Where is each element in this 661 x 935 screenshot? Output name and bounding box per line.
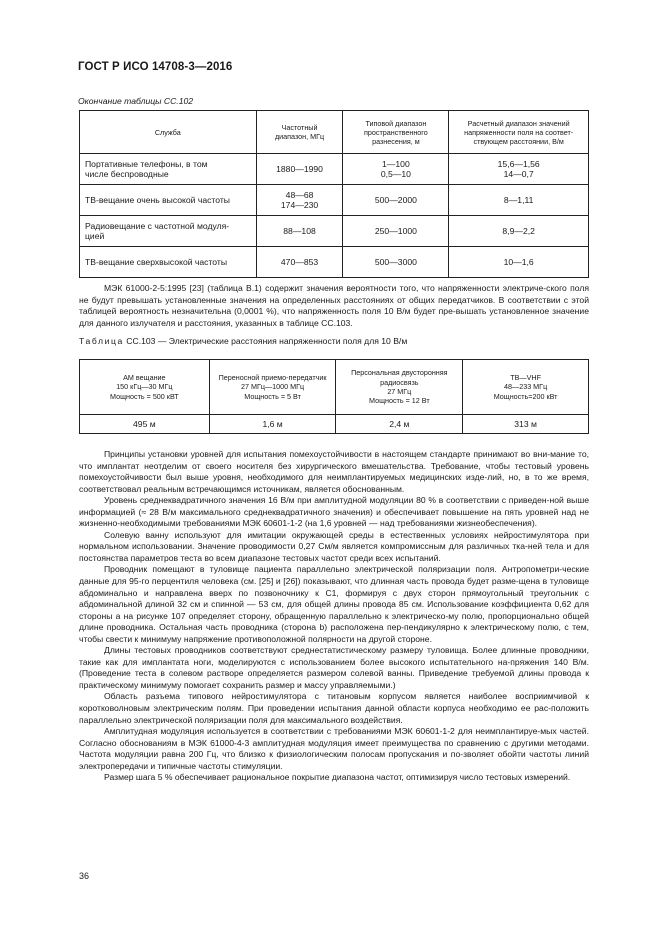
body-paragraph: Принципы установки уровней для испытания помехоустойчивости в настоящем стандарте принимают во вни-мание то, что имплантат неотделим от своего носителя без хирургического вмешательства. Требование, чтобы тестовый уровень помехоустойчивости был выше уровня, необходимого для неимплантируемых медицинских изде-лий, но, в то же время, соответствовал реальным встречающимся источникам, является обоснованным. [79,449,589,494]
table1-cell: 8—1,11 [449,185,589,216]
table1-cell: Радиовещание с частотной модуля-цией [80,216,257,247]
body-paragraph: Амплитудная модуляция используется в соответствии с требованиями МЭК 60601-1-2 для неимплантируе-мых частей. Согласно обоснованиям в МЭК 61000-4-3 амплитудная модуляция имеет преимущества по сравнению с другими методами. Частота модуляции равна 200 Гц, что близко к физиологическим полосам пропускания и по-зволяет обойти частоты линий электропередачи и типичные частоты стимуляции. [79,726,589,771]
table1-cell: 1880—1990 [256,154,343,185]
body-paragraph: Длины тестовых проводников соответствуют среднестатистическому размеру туловища. Более длинные проводники, такие как для имплантата ноги, моделируются с использованием более высокого испытательного на-пряжения 140 В/м. (Проведение теста в солевом растворе определяется размером солевой ванны. Приведение требуемой длины провода к практическому минимуму помогает сохранить размер и массу управляемыми.) [79,645,589,690]
body-paragraph: Размер шага 5 % обеспечивает рациональное покрытие диапазона частот, оптимизируя число тестовых измерений. [104,772,571,783]
table2-cell: 313 м [463,415,589,434]
table1-cell: 10—1,6 [449,247,589,278]
table1-caption: Окончание таблицы СС.102 [78,96,194,106]
table1-cell: 88—108 [256,216,343,247]
table2-caption-text: СС.103 — Электрические расстояния напряженности поля для 10 В/м [123,336,408,346]
table1-cell: ТВ-вещание сверхвысокой частоты [80,247,257,278]
table1-header-service: Служба [80,111,257,154]
body-paragraph: Проводник помещают в туловище пациента параллельно электрической поляризации поля. Антропометри-ческие данные для 95-го перцентиля человека (см. [25] и [26]) показывают, что длинная часть провода будет разме-щена в туловище абдоминально и направлена вверх по позвоночнику к С1, формируя с двух сторон прямоугольный треугольник с абдоминальной длиной 32 см и спинной — 53 см, для общей длины провода 85 см. Использование коэффициента 0,62 для стороны a на рисунке 107 определяет сторону, обращенную параллельно к электрическо-му полю, пропорционально общей длине проводника. Остальная часть проводника (сторона b) расположена пер-пендикулярно к электрическому полю, с тем, чтобы свести к минимуму напряжение противоположной полярности на другой стороне. [79,564,589,644]
table1-cell: 8,9—2,2 [449,216,589,247]
table-row [80,185,589,216]
table2-cell: 495 м [80,415,210,434]
table2-cell: 2,4 м [336,415,463,434]
table1-header-row [80,111,589,154]
paragraph-iec-61000: МЭК 61000-2-5:1995 [23] (таблица В.1) содержит значения вероятности того, что напряженности электриче-ского поля не будут превышать установленные значения на определенных расстояниях от общих передатчиков. В соответствии с этой таблицей вероятность незначительна (0,0001 %), что напряженность поля 10 В/м будет пре-вышать установленное значение для данного излучателя и расстояния, указанных в таблице СС.103. [79,283,589,328]
table-row [80,247,589,278]
table1-cell: 500—2000 [343,185,449,216]
table2-header-transceiver: Переносной приемо-передатчик 27 МГц—1000 МГц Мощность = 5 Вт [209,360,336,415]
table1-cell: 500—3000 [343,247,449,278]
table2-header-am: АМ вещание 150 кГц—30 МГц Мощность = 500 кВТ [80,360,210,415]
table1-header-distance: Типовой диапазон пространственного разнесения, м [343,111,449,154]
table2-caption [79,336,407,346]
body-paragraph: Область разъема типового нейростимулятора с титановым корпусом является наиболее восприимчивой к коротковолновым электрическим полям. При проведении испытания данной области корпуса необходимо ее рас-положить параллельно электрической поляризации поля для максимального воздействия. [79,691,589,725]
table-cc103 [79,359,589,434]
table-row [80,216,589,247]
table1-cell: Портативные телефоны, в том числе беспроводные [80,154,257,185]
body-paragraph: Солевую ванну используют для имитации окружающей среды в естественных условиях нейростимулятора при нормальном использовании. Значение проводимости 0,27 См/м является компромиссным для различных тка-ней тела и для постоянства параметров теста во всем диапазоне тестовых частот среди всех испытаний. [79,529,589,563]
table1-cell: 470—853 [256,247,343,278]
table2-header-personal-radio: Персональная двусторонняя радиосвязь 27 МГц Мощность = 12 Вт [336,360,463,415]
table1-cell: 48—68 174—230 [256,185,343,216]
table2-header-tv-vhf: ТВ—VHF 48—233 МГц Мощность=200 кВт [463,360,589,415]
table1-header-frequency: Частотный диапазон, МГц [256,111,343,154]
body-paragraph: Уровень среднеквадратичного значения 16 В/м при амплитудной модуляции 80 % в соответствии с приведен-ной выше информацией (≈ 28 В/м максимального среднеквадратичного значения) и обеспечивает повышение на пять уровней над не жизненно-необходимыми требованиями МЭК 60601-1-2 (на 1,6 уровней — над требованиями жизнеобеспечения). [79,495,589,529]
table-row [80,415,589,434]
body-text [79,449,589,784]
table2-cell: 1,6 м [209,415,336,434]
document-header: ГОСТ Р ИСО 14708-3—2016 [78,61,233,73]
table2-caption-label: Таблица [79,336,124,346]
table1-cell: 15,6—1,56 14—0,7 [449,154,589,185]
table2-header-row [80,360,589,415]
page-number: 36 [79,871,90,881]
table1-header-field-strength: Расчетный диапазон значений напряженности поля на соответ-ствующем расстоянии, В/м [449,111,589,154]
table1-cell: 1—100 0,5—10 [343,154,449,185]
table1-cell: ТВ-вещание очень высокой частоты [80,185,257,216]
table1-cell: 250—1000 [343,216,449,247]
table-cc102 [79,110,589,278]
table-row [80,154,589,185]
